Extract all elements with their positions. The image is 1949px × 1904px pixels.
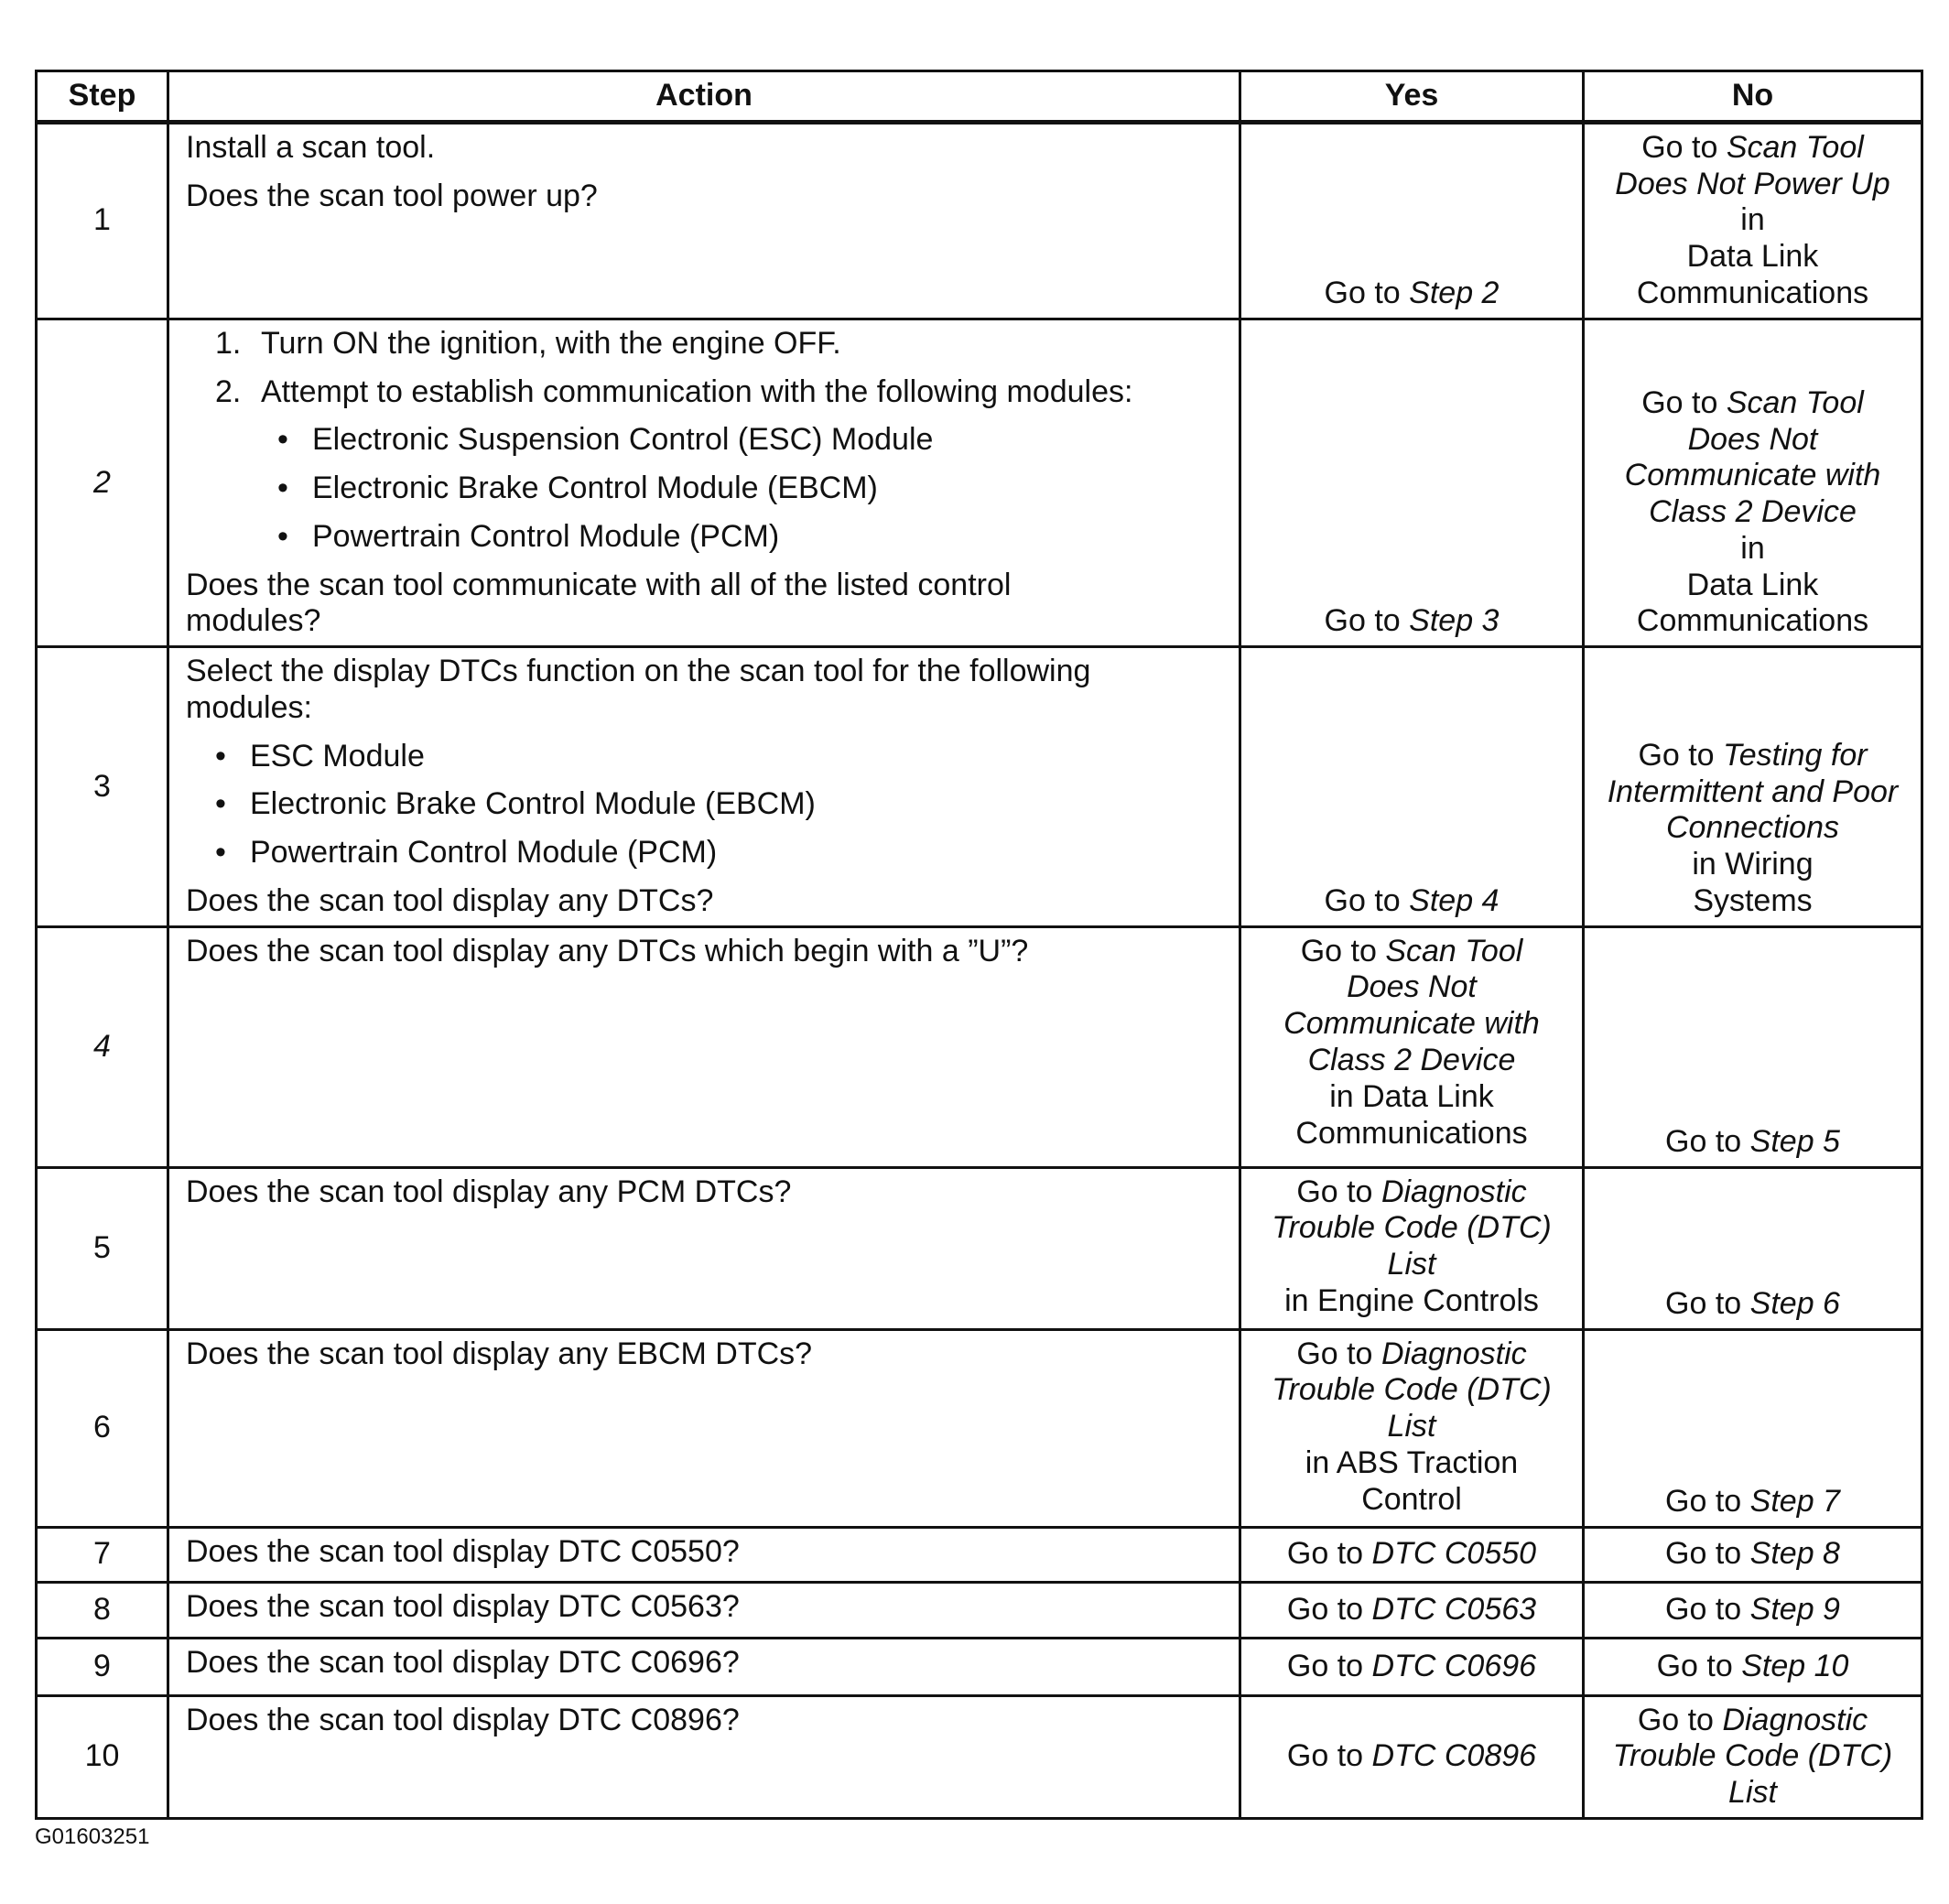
step-number: 7 — [37, 1527, 168, 1582]
no-link[interactable]: Step 9 — [1749, 1591, 1840, 1627]
action-line: Install a scan tool. — [186, 129, 436, 165]
step-number: 9 — [37, 1638, 168, 1695]
no-prefix: Go to — [1641, 129, 1718, 165]
header-yes: Yes — [1240, 71, 1584, 123]
no-prefix: Go to — [1665, 1285, 1742, 1321]
action-question: Does the scan tool display any PCM DTCs? — [186, 1174, 792, 1209]
yes-link[interactable]: Communicate with — [1283, 1006, 1540, 1042]
action-intro: Select the display DTCs function on the scan tool for the following modules: — [186, 654, 1091, 725]
table-row — [37, 1695, 1922, 1818]
action-question: Does the scan tool communicate with all of the listed control modules? — [186, 567, 1012, 639]
bullet-item: • Electronic Brake Control Module (EBCM) — [277, 471, 878, 506]
yes-prefix: Go to — [1286, 1648, 1364, 1683]
yes-cell — [1240, 319, 1584, 646]
yes-prefix: Go to — [1324, 882, 1401, 918]
no-section: Communications — [1636, 275, 1869, 310]
step-number: 5 — [37, 1167, 168, 1329]
action-question: Does the scan tool display any EBCM DTCs? — [186, 1336, 813, 1371]
no-link[interactable]: Connections — [1665, 810, 1839, 846]
header-no: No — [1584, 71, 1922, 123]
table-row — [37, 1582, 1922, 1638]
no-link[interactable]: Trouble Code (DTC) — [1612, 1738, 1893, 1774]
yes-cell — [1240, 1167, 1584, 1329]
yes-cell — [1240, 1638, 1584, 1695]
diagnostic-table — [35, 70, 1923, 1820]
yes-prefix: Go to — [1286, 1591, 1364, 1627]
no-link[interactable]: Testing for — [1723, 737, 1868, 773]
no-link[interactable]: Step 7 — [1749, 1483, 1840, 1519]
no-section: Data Link — [1686, 567, 1819, 602]
yes-prefix: Go to — [1324, 603, 1401, 639]
no-section: Systems — [1693, 882, 1813, 918]
no-link[interactable]: Intermittent and Poor — [1607, 774, 1899, 809]
table-row — [37, 122, 1922, 319]
yes-cell — [1240, 1527, 1584, 1582]
yes-link[interactable]: Does Not — [1347, 969, 1477, 1005]
step-number: 6 — [37, 1329, 168, 1527]
no-link[interactable]: Scan Tool — [1726, 384, 1864, 420]
numbered-item: 1. Turn ON the ignition, with the engine OFF. — [215, 325, 841, 361]
no-link[interactable]: Does Not — [1687, 421, 1818, 457]
no-cell — [1584, 319, 1922, 646]
table-row — [37, 1329, 1922, 1527]
no-prefix: Go to — [1641, 384, 1718, 420]
no-link[interactable]: Step 10 — [1741, 1648, 1849, 1683]
yes-link[interactable]: DTC C0896 — [1371, 1738, 1537, 1774]
bullet-item: • ESC Module — [215, 738, 425, 774]
no-link[interactable]: List — [1728, 1775, 1777, 1811]
yes-prefix: Go to — [1300, 933, 1377, 968]
step-number: 2 — [37, 319, 168, 646]
no-section: Data Link — [1686, 239, 1819, 275]
no-cell — [1584, 1167, 1922, 1329]
yes-link[interactable]: Trouble Code (DTC) — [1272, 1210, 1552, 1246]
action-cell — [168, 1329, 1240, 1527]
no-cell — [1584, 926, 1922, 1167]
action-question: Does the scan tool display DTC C0696? — [186, 1644, 740, 1680]
yes-prefix: Go to — [1296, 1174, 1373, 1209]
yes-cell — [1240, 647, 1584, 927]
action-question: Does the scan tool power up? — [186, 178, 598, 213]
no-link[interactable]: Scan Tool — [1726, 129, 1864, 165]
no-cell — [1584, 1329, 1922, 1527]
no-in: in — [1740, 530, 1765, 566]
yes-link[interactable]: Step 4 — [1409, 882, 1500, 918]
step-number: 4 — [37, 926, 168, 1167]
no-prefix: Go to — [1638, 737, 1715, 773]
yes-link[interactable]: Diagnostic — [1381, 1336, 1527, 1371]
action-cell — [168, 319, 1240, 646]
bullet-item: • Electronic Brake Control Module (EBCM) — [215, 786, 816, 822]
action-cell — [168, 1695, 1240, 1818]
no-section: Communications — [1636, 603, 1869, 639]
yes-prefix: Go to — [1286, 1738, 1364, 1774]
table-row — [37, 1167, 1922, 1329]
no-link[interactable]: Step 6 — [1749, 1285, 1840, 1321]
action-question: Does the scan tool display DTC C0550? — [186, 1533, 740, 1569]
yes-link[interactable]: List — [1387, 1409, 1436, 1444]
yes-link[interactable]: DTC C0563 — [1371, 1591, 1537, 1627]
action-question: Does the scan tool display DTC C0563? — [186, 1588, 740, 1624]
no-section: in Wiring — [1692, 847, 1814, 882]
yes-prefix: Go to — [1324, 276, 1401, 310]
action-cell — [168, 1167, 1240, 1329]
yes-cell — [1240, 122, 1584, 319]
figure-id: G01603251 — [35, 1824, 150, 1849]
yes-section: in Data Link — [1329, 1078, 1494, 1114]
action-cell — [168, 1638, 1240, 1695]
no-link[interactable]: Diagnostic — [1722, 1702, 1868, 1737]
no-link[interactable]: Step 8 — [1749, 1536, 1840, 1572]
table-row — [37, 1527, 1922, 1582]
bullet-item: • Powertrain Control Module (PCM) — [215, 835, 718, 871]
yes-link[interactable]: Scan Tool — [1385, 933, 1523, 968]
no-prefix: Go to — [1656, 1648, 1733, 1683]
yes-link[interactable]: List — [1387, 1247, 1436, 1282]
yes-link[interactable]: Class 2 Device — [1307, 1043, 1516, 1078]
table-header-row — [37, 71, 1922, 123]
action-cell — [168, 1527, 1240, 1582]
yes-link[interactable]: DTC C0550 — [1371, 1536, 1537, 1572]
yes-cell — [1240, 1695, 1584, 1818]
yes-prefix: Go to — [1286, 1536, 1364, 1572]
table-row — [37, 319, 1922, 646]
yes-link[interactable]: Diagnostic — [1381, 1174, 1527, 1209]
table-row — [37, 647, 1922, 927]
yes-cell — [1240, 1582, 1584, 1638]
no-cell — [1584, 122, 1922, 319]
no-prefix: Go to — [1665, 1591, 1742, 1627]
no-link[interactable]: Class 2 Device — [1649, 494, 1857, 530]
no-cell — [1584, 647, 1922, 927]
action-cell — [168, 926, 1240, 1167]
yes-link[interactable]: DTC C0696 — [1371, 1648, 1537, 1683]
bullet-item: • Powertrain Control Module (PCM) — [277, 518, 780, 554]
no-cell — [1584, 1695, 1922, 1818]
yes-section: Control — [1361, 1481, 1462, 1517]
no-link[interactable]: Does Not Power Up — [1615, 166, 1890, 201]
no-prefix: Go to — [1637, 1702, 1714, 1737]
no-cell — [1584, 1582, 1922, 1638]
action-question: Does the scan tool display any DTCs which begin with a ”U”? — [186, 933, 1029, 968]
no-cell — [1584, 1527, 1922, 1582]
table-row — [37, 926, 1922, 1167]
action-question: Does the scan tool display DTC C0896? — [186, 1702, 740, 1737]
no-in: in — [1740, 202, 1765, 238]
action-cell — [168, 647, 1240, 927]
numbered-item: 2. Attempt to establish communication with the following modules: — [215, 373, 1133, 409]
yes-link[interactable]: Step 3 — [1409, 603, 1500, 639]
action-cell — [168, 1582, 1240, 1638]
no-cell — [1584, 1638, 1922, 1695]
step-number: 3 — [37, 647, 168, 927]
yes-link[interactable]: Trouble Code (DTC) — [1272, 1372, 1552, 1408]
yes-cell — [1240, 1329, 1584, 1527]
no-link[interactable]: Communicate with — [1624, 458, 1881, 493]
no-prefix: Go to — [1665, 1483, 1742, 1519]
yes-cell — [1240, 926, 1584, 1167]
yes-section: in ABS Traction — [1305, 1445, 1519, 1481]
no-link[interactable]: Step 5 — [1749, 1123, 1840, 1159]
header-action: Action — [168, 71, 1240, 123]
table-row — [37, 1638, 1922, 1695]
step-number: 8 — [37, 1582, 168, 1638]
yes-section: Communications — [1295, 1115, 1528, 1151]
step-number: 1 — [37, 122, 168, 319]
yes-prefix: Go to — [1296, 1336, 1373, 1371]
step-number: 10 — [37, 1695, 168, 1818]
bullet-item: • Electronic Suspension Control (ESC) Module — [277, 422, 934, 458]
header-step: Step — [37, 71, 168, 123]
no-prefix: Go to — [1665, 1123, 1742, 1159]
no-prefix: Go to — [1665, 1536, 1742, 1572]
yes-link[interactable]: Step 2 — [1409, 276, 1500, 310]
action-cell — [168, 122, 1240, 319]
yes-section: in Engine Controls — [1284, 1283, 1539, 1319]
action-question: Does the scan tool display any DTCs? — [186, 882, 714, 918]
